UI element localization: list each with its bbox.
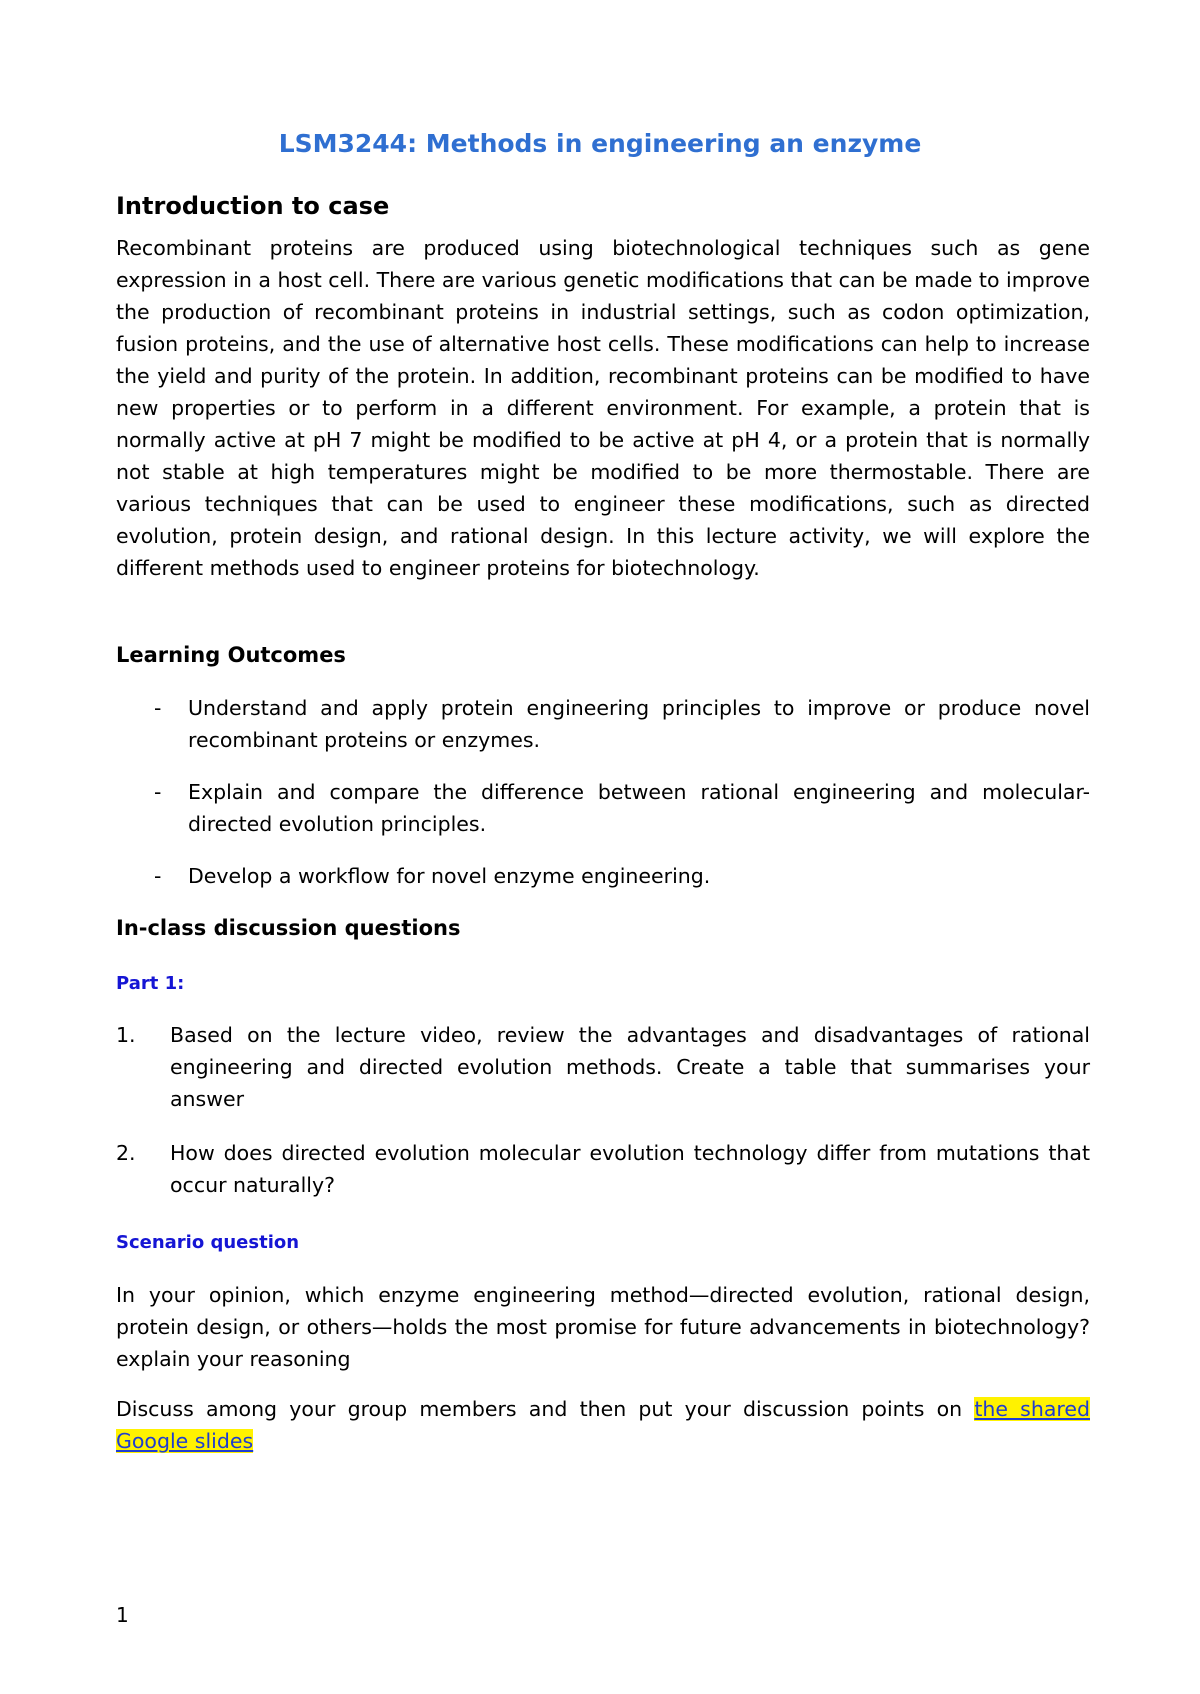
list-item (116, 692, 1090, 756)
list-item (116, 776, 1090, 840)
bullet-marker: - (154, 780, 162, 804)
google-slides-link[interactable]: the shared Google slides (116, 1397, 1090, 1453)
part-label: Part 1: (116, 973, 185, 994)
question-number: 2. (116, 1141, 136, 1165)
document-title: LSM3244: Methods in engineering an enzyme (278, 129, 922, 158)
discuss-text: Discuss among your group members and then put your discussion points on (116, 1397, 975, 1421)
bullet-marker: - (154, 864, 162, 888)
discuss-instruction (116, 1393, 1090, 1457)
learning-outcomes-heading: Learning Outcomes (116, 643, 346, 667)
list-item (116, 860, 1090, 892)
discussion-heading: In-class discussion questions (116, 916, 461, 940)
question-list (116, 1019, 1090, 1223)
outcome-text: Develop a workflow for novel enzyme engineering. (188, 864, 711, 888)
learning-outcomes-list (116, 692, 1090, 912)
scenario-paragraph: In your opinion, which enzyme engineering method—directed evolution, rational design, protein design, or others—holds the most promise for future advancements in biotechnology? explain your reasoning (116, 1283, 1090, 1371)
question-text: Based on the lecture video, review the advantages and disadvantages of rational engineering and directed evolution methods. Create a table that summarises your answer (170, 1023, 1090, 1111)
intro-heading: Introduction to case (116, 192, 390, 220)
intro-paragraph: Recombinant proteins are produced using biotechnological techniques such as gene expression in a host cell. There are various genetic modifications that can be made to improve the production of recombinant proteins in industrial settings, such as codon optimization, fusion proteins, and the use of alternative host cells. These modifications can help to increase the yield and purity of the protein. In addition, recombinant proteins can be modified to have new properties or to perform in a different environment. For example, a protein that is normally active at pH 7 might be modified to be active at pH 4, or a protein that is normally not stable at high temperatures might be modified to be more thermostable. There are various techniques that can be used to engineer these modifications, such as directed evolution, protein design, and rational design. In this lecture activity, we will explore the different methods used to engineer proteins for biotechnology. (116, 236, 1090, 580)
question-number: 1. (116, 1023, 136, 1047)
scenario-label: Scenario question (116, 1232, 300, 1253)
list-item (116, 1137, 1090, 1201)
page-number: 1 (116, 1603, 129, 1627)
outcome-text: Understand and apply protein engineering principles to improve or produce novel recombinant proteins or enzymes. (188, 696, 1090, 752)
outcome-text: Explain and compare the difference between rational engineering and molecular-directed evolution principles. (188, 780, 1090, 836)
question-text: How does directed evolution molecular evolution technology differ from mutations that occur naturally? (170, 1141, 1090, 1197)
list-item (116, 1019, 1090, 1115)
bullet-marker: - (154, 696, 162, 720)
